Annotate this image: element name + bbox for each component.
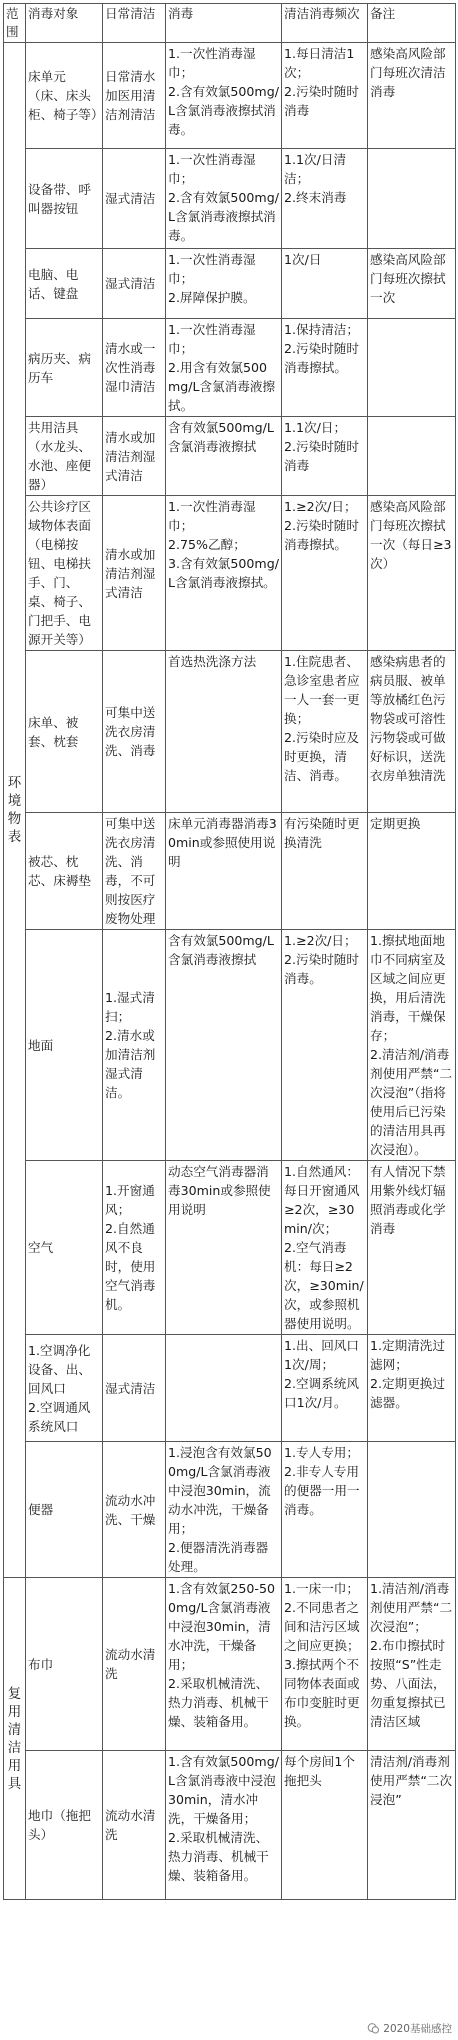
object-cell: 布巾 [26,1578,103,1751]
note-cell [368,149,456,249]
daily-cell: 1.开窗通风； 2.自然通风不良时，使用空气消毒机。 [103,1161,166,1335]
freq-cell: 1.出、回风口1次/周； 2.空调系统风口1次/月。 [282,1335,368,1442]
object-cell: 1.空调净化设备、出、回风口 2.空调通风系统风口 [26,1335,103,1442]
note-cell: 感染病患者的病员服、被单等放橘红色污物袋或可溶性污物袋或可做好标识，送洗衣房单独清洗 [368,651,456,813]
daily-cell: 流动水清洗 [103,1751,166,1900]
disinfect-cell: 含有效氯500mg/L含氯消毒液擦拭 [166,930,282,1161]
disinfect-cell: 1.一次性消毒湿巾； 2.用含有效氯500mg/L含氯消毒液擦拭。 [166,319,282,417]
header-cell: 备注 [368,4,456,43]
header-cell: 日常清洁 [103,4,166,43]
daily-cell: 湿式清洁 [103,149,166,249]
object-cell: 床单、被套、枕套 [26,651,103,813]
object-cell: 电脑、电话、键盘 [26,249,103,319]
disinfect-cell: 1.浸泡含有效氯500mg/L含氯消毒液中浸泡30min，流动水冲洗，干燥备用； 2.便器清洗消毒器处理。 [166,1442,282,1578]
disinfect-cell: 1.一次性消毒湿巾； 2.75%乙醇； 3.含有效氯500mg/L含氯消毒液擦拭。 [166,496,282,651]
header-cell: 消毒 [166,4,282,43]
object-cell: 被芯、枕芯、床褥垫 [26,813,103,930]
freq-cell: 1.自然通风：每日开窗通风≥2次，≥30min/次； 2.空气消毒机：每日≥2次，≥30min/次，或参照机器使用说明。 [282,1161,368,1335]
object-cell: 公共诊疗区域物体表面（电梯按钮、电梯扶手、门、桌、椅子、门把手、电源开关等） [26,496,103,651]
table-row [4,1161,456,1335]
daily-cell: 可集中送洗衣房清洗、消毒，不可则按医疗废物处理 [103,813,166,930]
disinfect-cell: 1.一次性消毒湿巾； 2.屏障保护膜。 [166,249,282,319]
note-cell: 1.清洁剂/消毒剂使用严禁“二次浸泡”； 2.布巾擦拭时按照“S”性走势、八面法，勿重复擦拭已清洁区域 [368,1578,456,1751]
object-cell: 地巾（拖把头） [26,1751,103,1900]
note-cell: 1.擦拭地面地巾不同病室及区域之间应更换，用后清洗消毒，干燥保存； 2.清洁剂/消毒剂使用严禁“二次浸泡”（指将使用后已污染的清洁用具再次浸泡）。 [368,930,456,1161]
object-cell: 设备带、呼叫器按钮 [26,149,103,249]
disinfect-cell: 1.一次性消毒湿巾； 2.含有效氯500mg/L含氯消毒液擦拭消毒。 [166,43,282,149]
daily-cell: 1.湿式清扫； 2.清水或加清洁剂湿式清洁。 [103,930,166,1161]
note-cell: 1.定期清洗过滤网； 2.定期更换过滤器。 [368,1335,456,1442]
disinfect-cell: 1.一次性消毒湿巾； 2.含有效氯500mg/L含氯消毒液擦拭消毒。 [166,149,282,249]
daily-cell: 日常清水加医用清洁剂清洁 [103,43,166,149]
object-cell: 地面 [26,930,103,1161]
table-row [4,1751,456,1900]
table-row [4,417,456,496]
header-row [4,4,456,43]
freq-cell: 1.1次/日清洁； 2.终末消毒 [282,149,368,249]
disinfection-table [3,3,456,1900]
freq-cell: 1次/日 [282,249,368,319]
scope-cell: 环境物表 [4,43,26,1578]
daily-cell: 清水或加清洁剂湿式清洁 [103,417,166,496]
object-cell: 共用洁具（水龙头、水池、座便器） [26,417,103,496]
table-body [4,43,456,1900]
note-cell: 有人情况下禁用紫外线灯辐照消毒或化学消毒 [368,1161,456,1335]
object-cell: 病历夹、病历车 [26,319,103,417]
table-row [4,813,456,930]
header-cell: 范围 [4,4,26,43]
object-cell: 便器 [26,1442,103,1578]
object-cell: 空气 [26,1161,103,1335]
wechat-icon [367,2022,380,2035]
daily-cell: 湿式清洁 [103,1335,166,1442]
table-row [4,1335,456,1442]
watermark [367,2021,452,2036]
table-row [4,651,456,813]
disinfect-cell: 动态空气消毒器消毒30min或参照使用说明 [166,1161,282,1335]
disinfect-cell: 含有效氯500mg/L含氯消毒液擦拭 [166,417,282,496]
daily-cell: 可集中送洗衣房清洗、消毒 [103,651,166,813]
disinfect-cell: 床单元消毒器消毒30min或参照使用说明 [166,813,282,930]
table-row [4,149,456,249]
freq-cell: 1.≥2次/日； 2.污染时随时消毒。 [282,930,368,1161]
disinfect-cell: 首选热洗涤方法 [166,651,282,813]
note-cell [368,417,456,496]
freq-cell: 1.住院患者、急诊室患者应一人一套一更换； 2.污染时应及时更换，清洁、消毒。 [282,651,368,813]
note-cell: 感染高风险部门每班次清洁消毒 [368,43,456,149]
header-cell: 清洁消毒频次 [282,4,368,43]
table-row [4,496,456,651]
freq-cell: 1.专人专用； 2.非专人专用的便器一用一消毒。 [282,1442,368,1578]
disinfect-cell: 1.含有效氯500mg/L含氯消毒液中浸泡30min，清水冲洗，干燥备用； 2.采取机械清洗、热力消毒、机械干燥、装箱备用。 [166,1751,282,1900]
freq-cell: 每个房间1个拖把头 [282,1751,368,1900]
note-cell: 定期更换 [368,813,456,930]
freq-cell: 1.1次/日； 2.污染时随时消毒 [282,417,368,496]
note-cell: 感染高风险部门每班次擦拭一次 [368,249,456,319]
freq-cell: 1.一床一巾； 2.不同患者之间和洁污区域之间应更换； 3.擦拭两个不同物体表面或布巾变脏时更换。 [282,1578,368,1751]
daily-cell: 清水或一次性消毒湿巾清洁 [103,319,166,417]
table-row [4,249,456,319]
watermark-text: 2020基础感控 [383,2023,452,2035]
object-cell: 床单元 （床、床头柜、椅子等） [26,43,103,149]
freq-cell: 1.每日清洁1次； 2.污染时随时消毒 [282,43,368,149]
freq-cell: 1.保持清洁； 2.污染时随时消毒擦拭。 [282,319,368,417]
daily-cell: 流动水冲洗、干燥 [103,1442,166,1578]
header-cell: 消毒对象 [26,4,103,43]
daily-cell: 清水或加清洁剂湿式清洁 [103,496,166,651]
scope-cell: 复用清洁用具 [4,1578,26,1900]
freq-cell: 1.≥2次/日； 2.污染时随时消毒擦拭。 [282,496,368,651]
daily-cell: 流动水清洗 [103,1578,166,1751]
table-row [4,319,456,417]
disinfect-cell [166,1335,282,1442]
table-row [4,1578,456,1751]
note-cell: 感染高风险部门每班次擦拭一次（每日≥3次） [368,496,456,651]
disinfect-cell: 1.含有效氯250-500mg/L含氯消毒液中浸泡30min，清水冲洗，干燥备用； 2.采取机械清洗、热力消毒、机械干燥、装箱备用。 [166,1578,282,1751]
note-cell [368,1442,456,1578]
table-row [4,1442,456,1578]
note-cell [368,319,456,417]
table-row [4,43,456,149]
table-row [4,930,456,1161]
note-cell: 清洁剂/消毒剂使用严禁“二次浸泡” [368,1751,456,1900]
freq-cell: 有污染随时更换清洗 [282,813,368,930]
daily-cell: 湿式清洁 [103,249,166,319]
